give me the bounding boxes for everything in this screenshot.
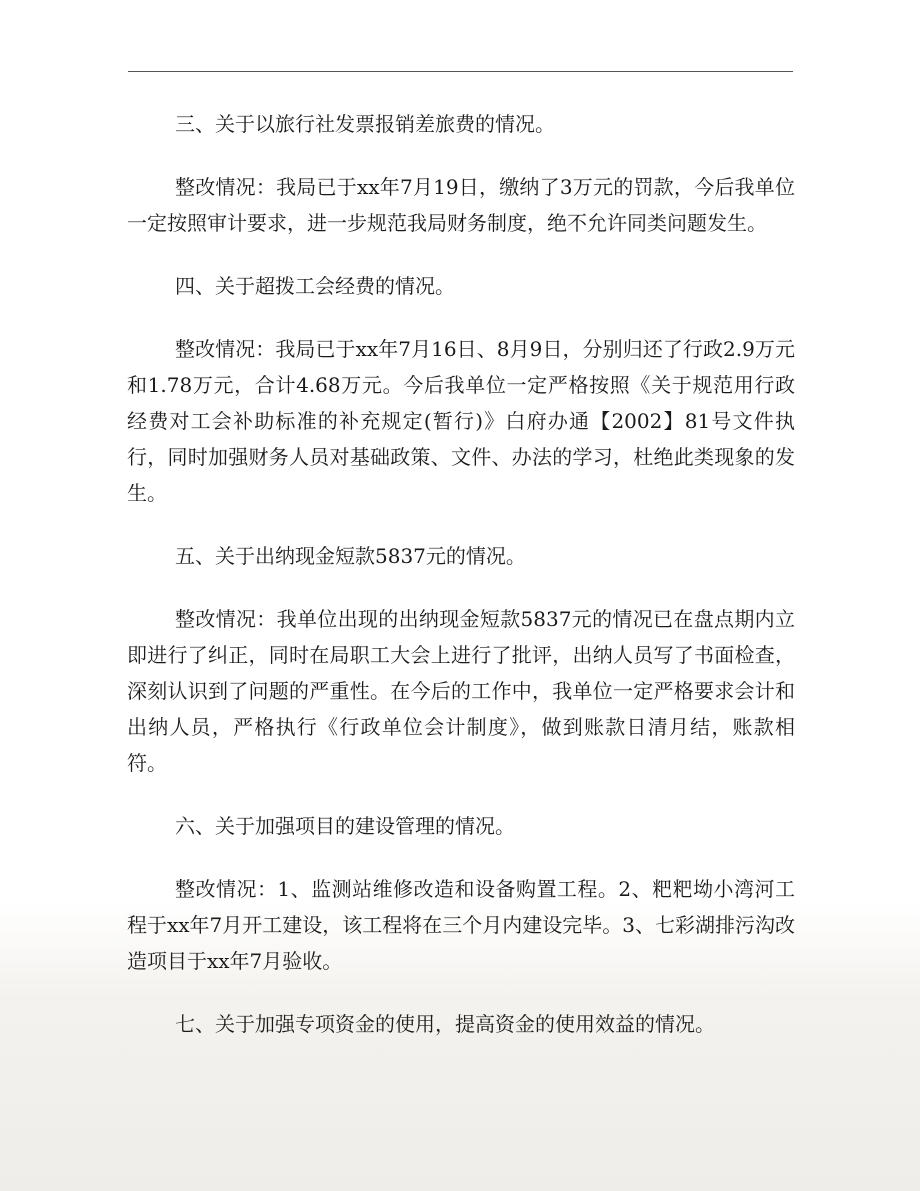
section-4-heading: 四、关于超拨工会经费的情况。 xyxy=(175,274,455,298)
section-5-heading: 五、关于出纳现金短款5837元的情况。 xyxy=(175,544,526,568)
section-6-heading: 六、关于加强项目的建设管理的情况。 xyxy=(175,814,515,838)
section-4-body: 整改情况：我局已于xx年7月16日、8月9日，分别归还了行政2.9万元和1.78万元，合计4.68万元。今后我单位一定严格按照《关于规范用行政经费对工会补助标准的补充规定(暂行)》白府办通【2002】81号文件执行，同时加强财务人员对基础政策、文件、办法的学习，杜绝此类现象的发生。 xyxy=(127,337,795,505)
section-5-body: 整改情况：我单位出现的出纳现金短款5837元的情况已在盘点期内立即进行了纠正，同时在局职工大会上进行了批评，出纳人员写了书面检查，深刻认识到了问题的严重性。在今后的工作中，我单位一定严格要求会计和出纳人员，严格执行《行政单位会计制度》，做到账款日清月结，账款相符。 xyxy=(127,607,795,775)
header-rule xyxy=(128,71,793,72)
section-6-body: 整改情况：1、监测站维修改造和设备购置工程。2、粑粑坳小湾河工程于xx年7月开工建设，该工程将在三个月内建设完毕。3、七彩湖排污沟改造项目于xx年7月验收。 xyxy=(127,877,796,973)
document-body xyxy=(127,106,795,1069)
section-3-body: 整改情况：我局已于xx年7月19日，缴纳了3万元的罚款，今后我单位一定按照审计要求，进一步规范我局财务制度，绝不允许同类问题发生。 xyxy=(127,175,795,235)
section-7-heading: 七、关于加强专项资金的使用，提高资金的使用效益的情况。 xyxy=(175,1012,715,1036)
section-3-heading: 三、关于以旅行社发票报销差旅费的情况。 xyxy=(175,112,555,136)
